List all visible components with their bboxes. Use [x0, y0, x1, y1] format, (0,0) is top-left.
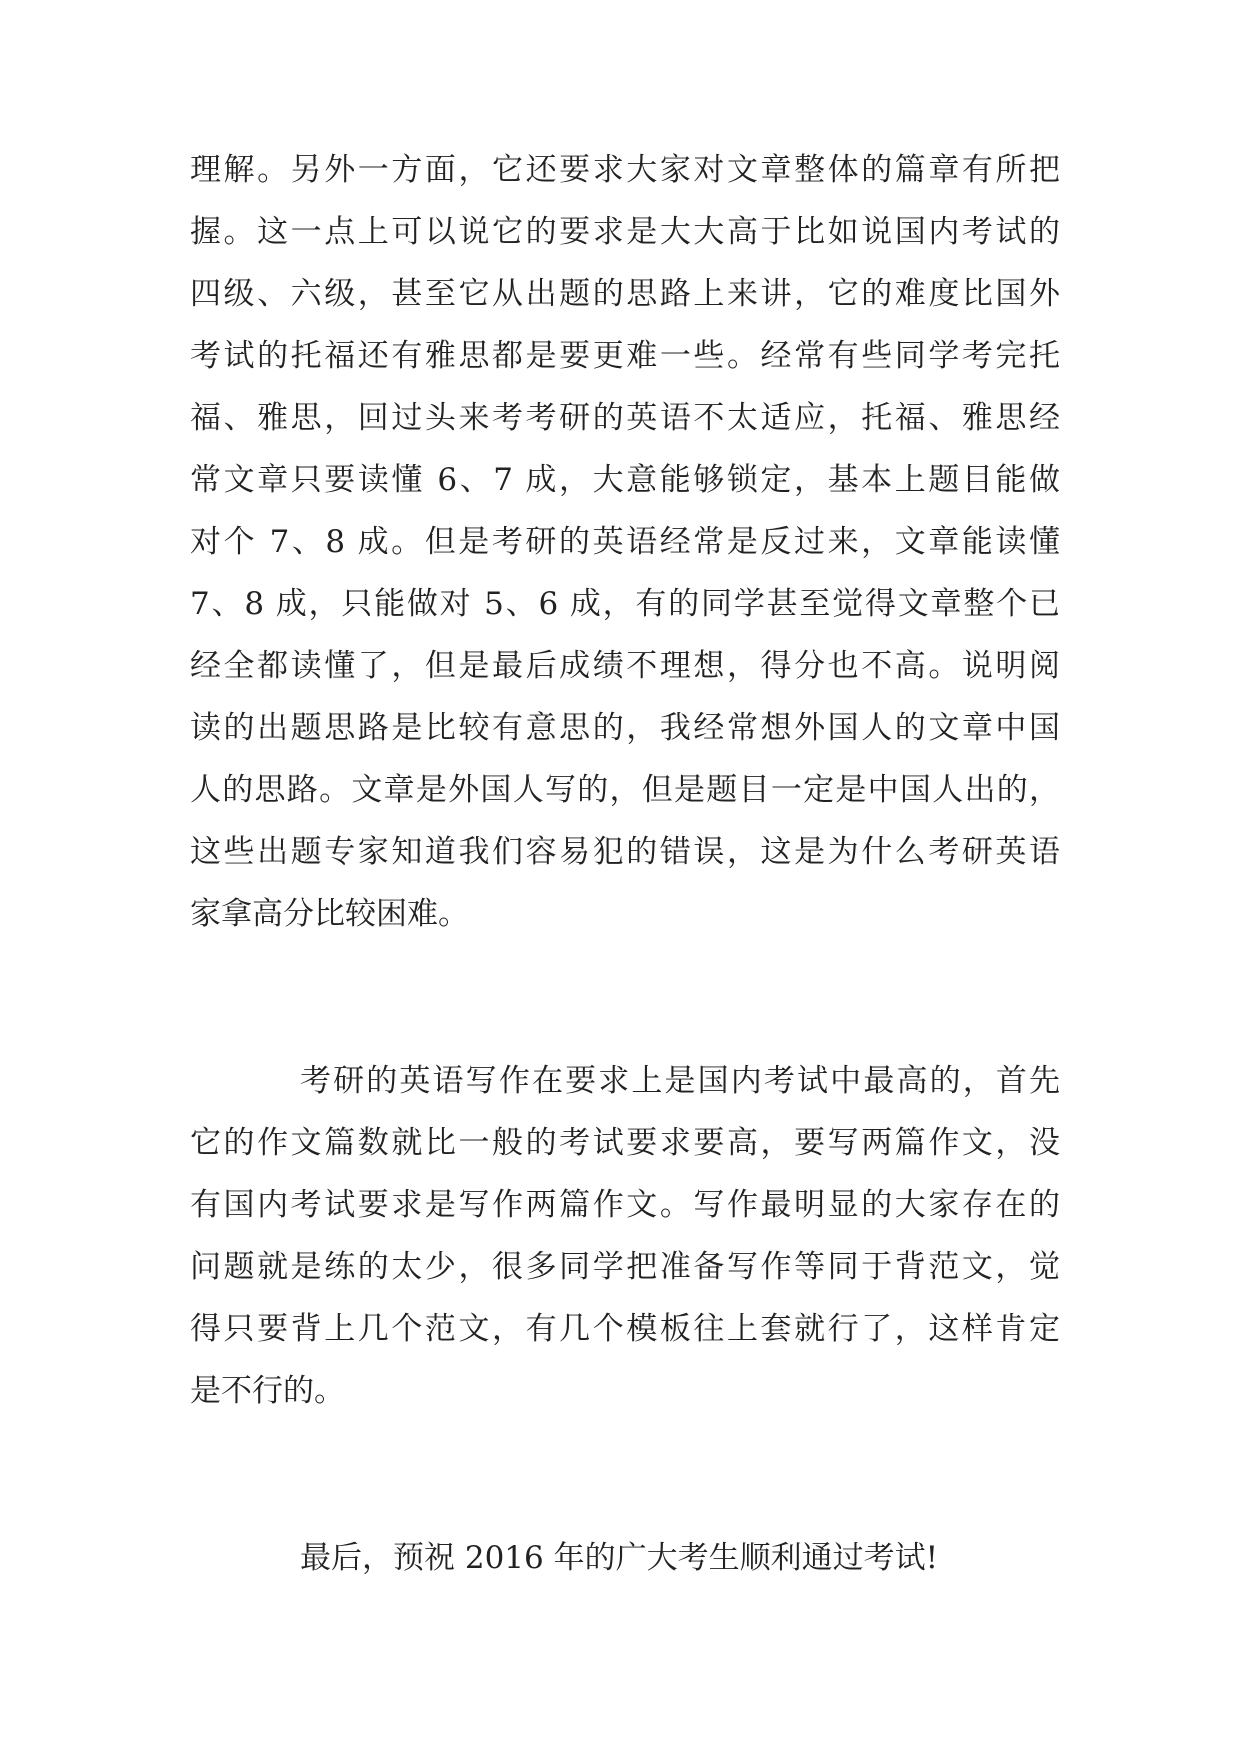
text-line: 是不行的。	[190, 1373, 345, 1409]
text-line: 理解。另外一方面，它还要求大家对文章整体的篇章有所把	[190, 152, 1060, 188]
text-line: 四级、六级，甚至它从出题的思路上来讲，它的难度比国外	[190, 276, 1060, 312]
text-line: 考研的英语写作在要求上是国内考试中最高的，首先	[300, 1063, 1060, 1099]
text-line: 7、8 成，只能做对 5、6 成，有的同学甚至觉得文章整个已	[190, 586, 1060, 622]
closing-line: 最后，预祝 2016 年的广大考生顺利通过考试!	[300, 1540, 939, 1576]
text-line: 问题就是练的太少，很多同学把准备写作等同于背范文，觉	[190, 1249, 1060, 1285]
text-line: 人的思路。文章是外国人写的，但是题目一定是中国人出的，	[190, 772, 1060, 808]
text-line: 对个 7、8 成。但是考研的英语经常是反过来，文章能读懂	[190, 524, 1060, 560]
text-line: 福、雅思，回过头来考考研的英语不太适应，托福、雅思经	[190, 400, 1060, 436]
text-line: 得只要背上几个范文，有几个模板往上套就行了，这样肯定	[190, 1311, 1060, 1347]
text-line: 经全都读懂了，但是最后成绩不理想，得分也不高。说明阅	[190, 648, 1060, 684]
text-line: 读的出题思路是比较有意思的，我经常想外国人的文章中国	[190, 710, 1060, 746]
text-line: 握。这一点上可以说它的要求是大大高于比如说国内考试的	[190, 214, 1060, 250]
text-line: 考试的托福还有雅思都是要更难一些。经常有些同学考完托	[190, 338, 1060, 374]
text-line: 常文章只要读懂 6、7 成，大意能够锁定，基本上题目能做	[190, 462, 1060, 498]
text-line: 它的作文篇数就比一般的考试要求要高，要写两篇作文，没	[190, 1125, 1060, 1161]
text-line: 家拿高分比较困难。	[190, 896, 469, 932]
text-line: 有国内考试要求是写作两篇作文。写作最明显的大家存在的	[190, 1187, 1060, 1223]
text-line: 这些出题专家知道我们容易犯的错误，这是为什么考研英语	[190, 834, 1060, 870]
